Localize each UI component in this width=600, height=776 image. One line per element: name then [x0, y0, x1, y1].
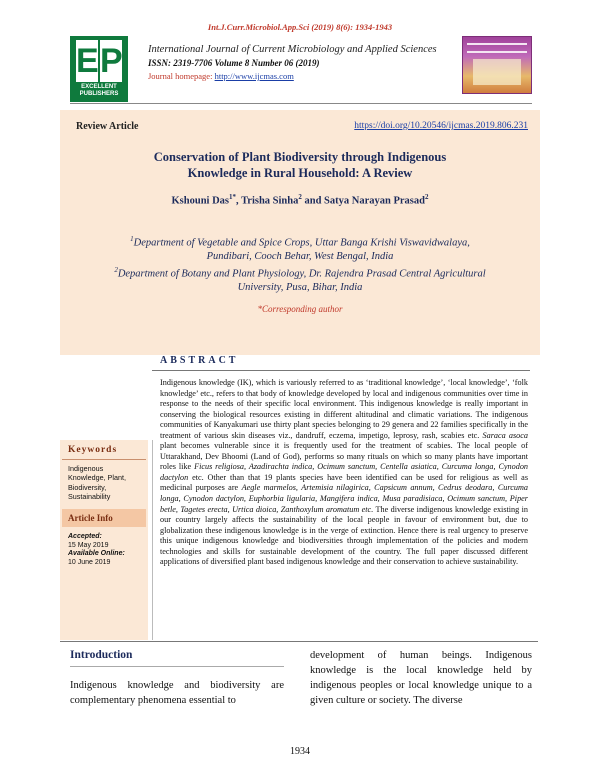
sidebar-divider — [152, 440, 153, 640]
author-name: Satya Narayan Prasad — [324, 195, 425, 207]
journal-homepage-link[interactable]: http://www.ijcmas.com — [214, 71, 294, 81]
introduction-divider — [70, 666, 284, 667]
journal-name: International Journal of Current Microbiology and Applied Sciences — [148, 44, 437, 55]
affiliation-2: $^2$Department of Botany and Plant Physiology, Dr. Rajendra Prasad Central Agricultural — [114, 265, 486, 279]
introduction-heading: Introduction — [70, 649, 133, 661]
abstract-heading: ABSTRACT — [160, 355, 239, 366]
body-column-right: development of human beings. Indigenous knowledge is the local knowledge held by indigenous peoples or local knowledge unique to a given culture or society. The diverse — [310, 650, 532, 706]
logo-text: EXCELLENT PUBLISHERS — [79, 84, 119, 97]
abstract-text: Indigenous knowledge (IK), which is variously referred to as ‘traditional knowledge’, ‘local knowledge’, ‘folk knowledge’ etc., refers to that body of knowledge developed by local and indigenous communities over time in response to the needs of their specific local environment. This indigenous knowledge is really important in conserving the biological resources existing in different altitudinal and climatic variations. The indigenous communities of Kanyakumari use thirty plant species belonging to 29 genera and 22 families specifically in the treatment of various skin diseases viz., dandruff, eczema, impetigo, leprosy, rash, scabies etc. Saraca asoca plant becomes vulnerable since it is frequently used for the treatment of scabies. The local people of Uttarakhand, Dev Bhoomi (Land of God), performs so many rituals on which so many plants have important roles like Ficus religiosa, Azadirachta indica, Ocimum sanctum, Centella asiatica, Curcuma longa, Cynodon dactylon etc. Other than that 19 plants species have been identified can be used for religious as well as medicinal purposes are Aegle marmelos, Artemisia nilagirica, Capsicum annum, Cedrus deodara, Curcuma longa, Cynodon dactylon, Euphorbia ligularia, Mangifera indica, Musa paradisiaca, Ocimum sanctum, Piper betle, Tagetes erecta, Urtica dioica, Zanthoxylum aromatum etc. The diverse indigenous knowledge existing in our country largely affects the sustainability of the local people in favour of environment but, due to globalization these indigenous knowledge is in the verge of extinction. Hence there is real urgency to preserve this unique indigenous knowledge and biodiversities through implementation of the policies and modern technologies and skills for sustainable development of the country. The full paper discussed different applications of diversified plant based indigenous knowledge and their conservation to achieve sustainability. — [160, 378, 529, 567]
affiliations: $^1$Department of Vegetable and Spice Crops, Uttar Banga Krishi Viswavidwalaya, Pundibari, Cooch Behar, West Bengal, India $^2$Department of Botany and Plant Physiology, Dr. Rajendra Prasad Central Agricultural University, Pusa, Bihar, India — [80, 233, 520, 294]
author-list: Kshouni Das$^{1*}$, Trisha Sinha$^2$ and Satya Narayan Prasad$^2$ — [171, 193, 429, 207]
logo-letter-p: P — [100, 42, 123, 80]
journal-homepage: Journal homepage: http://www.ijcmas.com — [148, 71, 294, 81]
keywords-list: Indigenous Knowledge, Plant, Biodiversity, Sustainability — [68, 464, 126, 501]
running-header: Int.J.Curr.Microbiol.App.Sci (2019) 8(6): 1934-1943 — [207, 22, 393, 32]
article-title: Conservation of Plant Biodiversity through Indigenous Knowledge in Rural Household: A Review — [153, 150, 447, 180]
body-column-left: Indigenous knowledge and biodiversity are complementary phenomena essential to — [70, 680, 284, 706]
author-name: Kshouni Das — [171, 195, 229, 207]
corresponding-author: *Corresponding author — [257, 304, 343, 314]
author-name: Trisha Sinha — [241, 195, 299, 207]
journal-issn: ISSN: 2319-7706 Volume 8 Number 06 (2019) — [148, 58, 320, 68]
abstract-bottom-divider — [60, 641, 538, 642]
affiliation-1: $^1$Department of Vegetable and Spice Crops, Uttar Banga Krishi Viswavidwalaya, — [130, 235, 470, 249]
keywords-heading: Keywords — [68, 445, 118, 455]
journal-header — [70, 36, 532, 102]
doi-link[interactable]: https://doi.org/10.20546/ijcmas.2019.806.231 — [354, 121, 528, 131]
page-number: 1934 — [290, 746, 310, 757]
header-divider — [70, 103, 532, 104]
article-type: Review Article — [76, 121, 139, 132]
publisher-logo — [70, 36, 128, 102]
journal-cover-image — [462, 36, 532, 94]
article-info-heading: Article Info — [62, 509, 146, 527]
logo-letter-e: E — [76, 42, 99, 80]
article-info: Accepted: 15 May 2019 Available Online: 10 June 2019 — [68, 533, 125, 566]
abstract-divider — [152, 370, 530, 371]
keywords-divider — [62, 459, 146, 460]
